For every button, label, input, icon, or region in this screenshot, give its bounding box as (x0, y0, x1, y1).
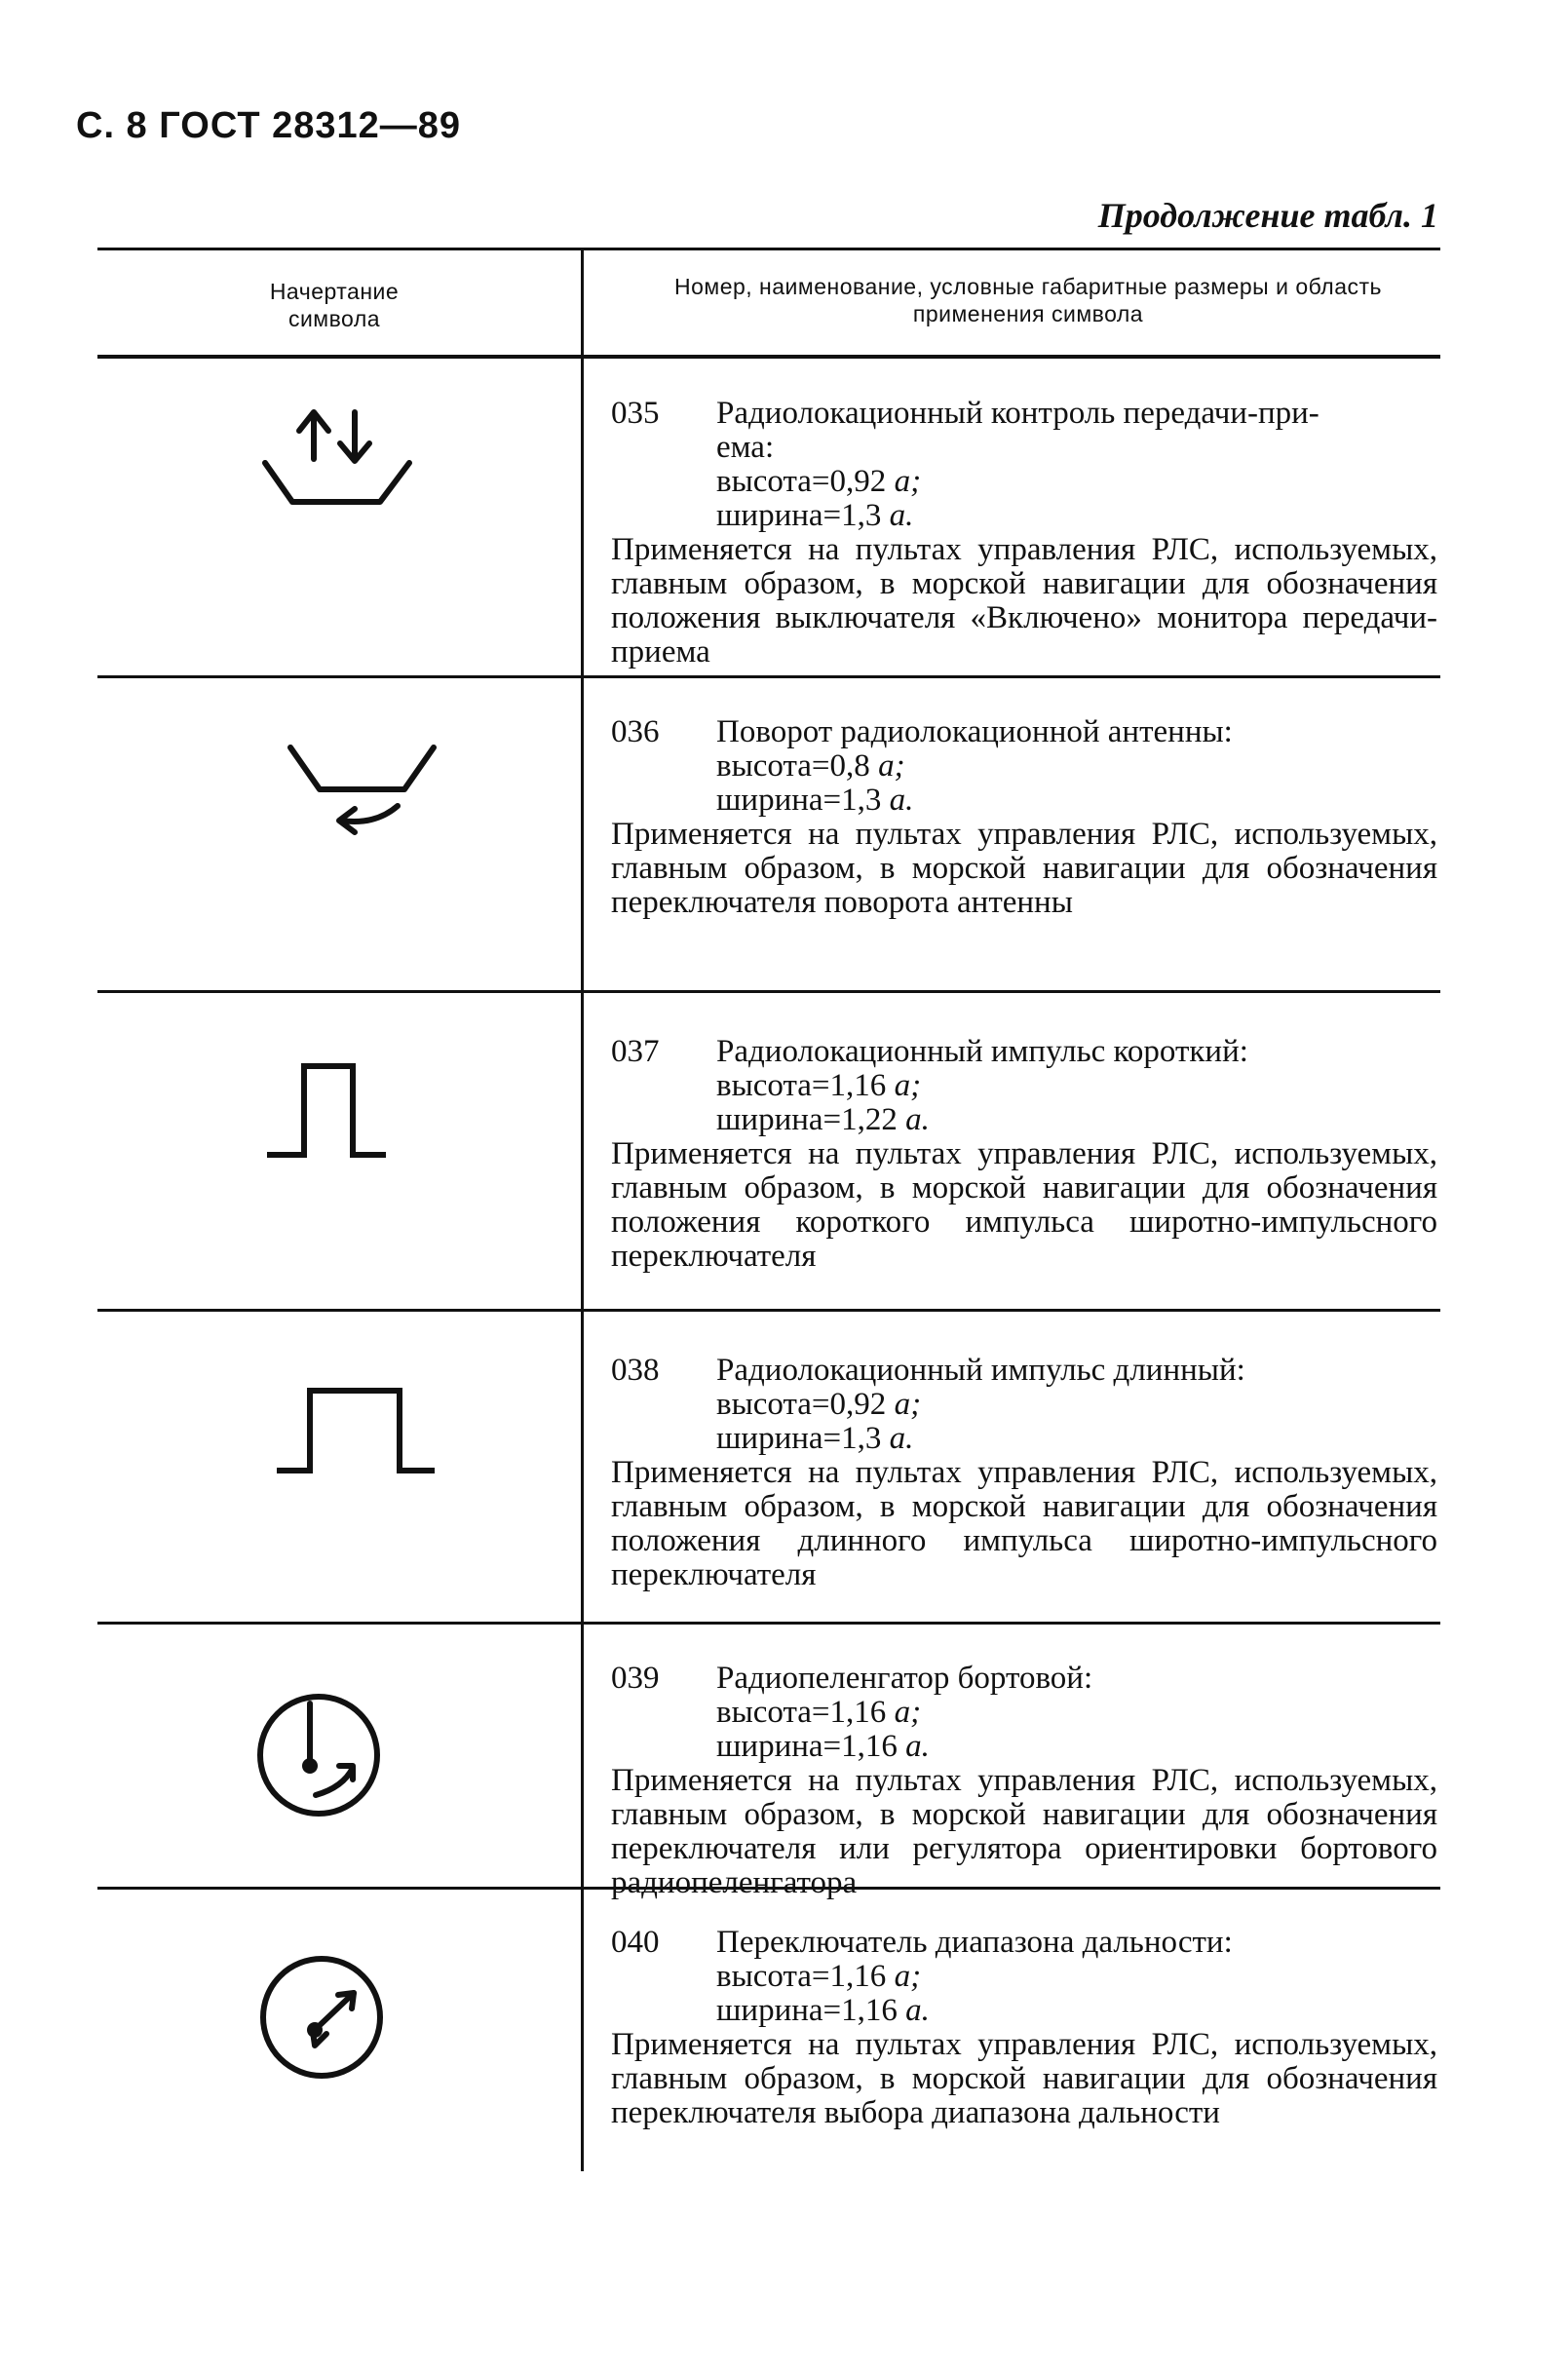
width-unit: a. (889, 1421, 914, 1456)
entry-name: Радиопеленгатор бортовой: (716, 1661, 1093, 1696)
entry-height: высота=0,8 (716, 748, 870, 784)
entry-name: Радиолокационный импульс длинный: (716, 1353, 1245, 1388)
column-header-description: Номер, наименование, условные габаритные размеры и область применения символа (673, 274, 1383, 326)
entry-number: 036 (611, 714, 660, 749)
page-header: С. 8 ГОСТ 28312—89 (76, 105, 462, 146)
symbol-entry-039 (611, 1662, 1437, 1900)
long-pulse-icon (273, 1379, 439, 1486)
row-divider (97, 1622, 1440, 1625)
table-top-rule (97, 248, 1440, 250)
entry-description: Применяется на пультах управления РЛС, используемых, главным образом, в морской навигации для обозначения положения короткого импульса широтно-импульсного переключателя (611, 1136, 1437, 1274)
entry-number: 037 (611, 1034, 660, 1069)
entry-number: 035 (611, 396, 660, 431)
entry-name: Радиолокационный контроль передачи-при- (716, 396, 1319, 431)
onboard-direction-finder-icon (246, 1682, 392, 1828)
width-unit: a. (905, 1993, 930, 2028)
entry-number: 039 (611, 1661, 660, 1696)
antenna-rotation-icon (283, 736, 448, 843)
symbol-entry-035 (611, 397, 1437, 670)
header-bottom-rule (97, 355, 1440, 359)
width-unit: a. (905, 1102, 930, 1137)
entry-name-continuation: ема: (716, 430, 775, 465)
entry-height: высота=1,16 (716, 1959, 887, 1994)
entry-description: Применяется на пультах управления РЛС, используемых, главным образом, в морской навигации для обозначения переключателя поворота антенны (611, 817, 1437, 920)
entry-name: Переключатель диапазона дальности: (716, 1925, 1233, 1960)
short-pulse-icon (263, 1052, 390, 1169)
symbol-entry-040 (611, 1926, 1437, 2130)
continuation-note: Продолжение табл. 1 (1097, 196, 1438, 235)
entry-name: Радиолокационный импульс короткий: (716, 1034, 1248, 1069)
entry-number: 038 (611, 1353, 660, 1388)
entry-name: Поворот радиолокационной антенны: (716, 714, 1233, 749)
symbol-entry-037 (611, 1035, 1437, 1274)
entry-number: 040 (611, 1925, 660, 1960)
entry-width: ширина=1,16 (716, 1729, 898, 1764)
symbol-entry-036 (611, 715, 1437, 920)
transmit-receive-arrows-icon (253, 395, 419, 512)
width-unit: a. (905, 1729, 930, 1764)
entry-width: ширина=1,16 (716, 1993, 898, 2028)
entry-width: ширина=1,3 (716, 783, 882, 818)
width-unit: a. (889, 498, 914, 533)
entry-width: ширина=1,3 (716, 1421, 882, 1456)
height-unit: a; (894, 464, 922, 499)
row-divider (97, 990, 1440, 993)
entry-height: высота=0,92 (716, 464, 887, 499)
height-unit: a; (894, 1068, 922, 1103)
column-header-symbol: Начертание символа (269, 279, 400, 331)
row-divider (97, 1309, 1440, 1312)
height-unit: a; (894, 1695, 922, 1730)
column-divider (581, 249, 584, 2171)
entry-height: высота=1,16 (716, 1068, 887, 1103)
entry-description: Применяется на пультах управления РЛС, используемых, главным образом, в морской навигации для обозначения положения длинного импульса широтно-импульсного переключателя (611, 1455, 1437, 1592)
range-switch-icon (249, 1944, 395, 2090)
width-unit: a. (889, 783, 914, 818)
entry-height: высота=0,92 (716, 1387, 887, 1422)
row-divider (97, 675, 1440, 678)
entry-width: ширина=1,3 (716, 498, 882, 533)
height-unit: a; (878, 748, 905, 784)
symbol-entry-038 (611, 1354, 1437, 1592)
entry-height: высота=1,16 (716, 1695, 887, 1730)
entry-width: ширина=1,22 (716, 1102, 898, 1137)
height-unit: a; (894, 1387, 922, 1422)
entry-description: Применяется на пультах управления РЛС, используемых, главным образом, в морской навигации для обозначения положения выключателя «Включено» монитора передачи-приема (611, 532, 1437, 670)
entry-description: Применяется на пультах управления РЛС, используемых, главным образом, в морской навигации для обозначения переключателя или регулятора ориентировки бортового радиопеленгатора (611, 1763, 1437, 1900)
entry-description: Применяется на пультах управления РЛС, используемых, главным образом, в морской навигации для обозначения переключателя выбора диапазона дальности (611, 2027, 1437, 2130)
height-unit: a; (894, 1959, 922, 1994)
